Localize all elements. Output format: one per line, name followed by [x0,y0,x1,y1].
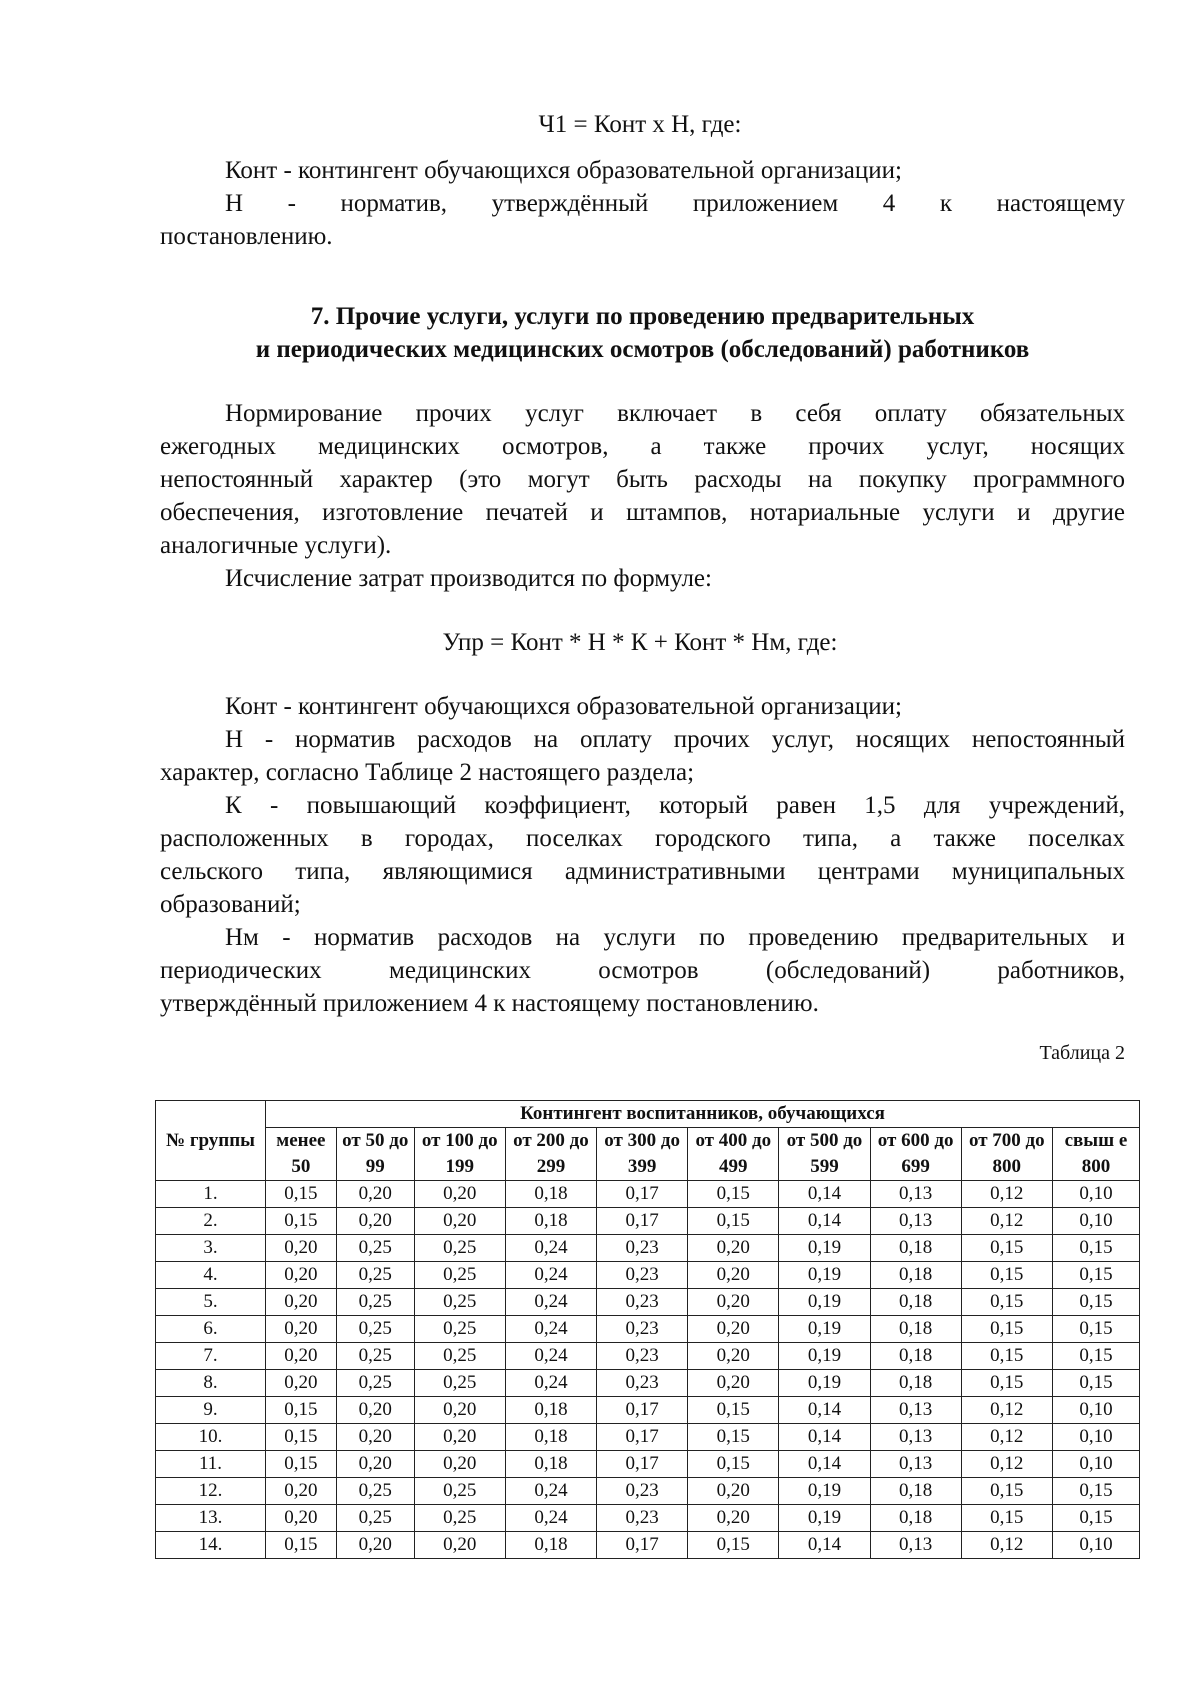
column-header: от 100 до 199 [414,1128,505,1181]
table-cell: 0,12 [961,1424,1052,1451]
norms-table [155,1100,1140,1559]
table-cell: 0,14 [779,1451,870,1478]
row-group-number: 3. [156,1235,266,1262]
paragraph-kont-2: Конт - контингент обучающихся образовательной организации; [225,693,902,720]
table-cell: 0,14 [779,1181,870,1208]
paragraph-h-line2: характер, согласно Таблице 2 настоящего раздела; [160,759,695,786]
table-cell: 0,15 [961,1370,1052,1397]
row-group-number: 6. [156,1316,266,1343]
table-cell: 0,24 [505,1505,596,1532]
table-cell: 0,17 [597,1208,688,1235]
table-cell: 0,20 [414,1181,505,1208]
row-group-number: 7. [156,1343,266,1370]
table-cell: 0,19 [779,1343,870,1370]
paragraph-nm-line1: Нм - норматив расходов на услуги по проведению предварительных и [225,924,1125,951]
paragraph-calc: Исчисление затрат производится по формуле: [225,565,712,592]
table-cell: 0,18 [870,1370,961,1397]
table-cell: 0,25 [414,1262,505,1289]
table-cell: 0,20 [688,1370,779,1397]
table-cell: 0,12 [961,1397,1052,1424]
table-cell: 0,25 [414,1235,505,1262]
column-header: менее 50 [266,1128,337,1181]
table-cell: 0,17 [597,1397,688,1424]
table-cell: 0,18 [870,1262,961,1289]
table-cell: 0,15 [1052,1289,1139,1316]
table-row [156,1532,1140,1559]
table-cell: 0,23 [597,1316,688,1343]
paragraph-norm-line2: ежегодных медицинских осмотров, а также прочих услуг, носящих [160,433,1125,460]
table-cell: 0,20 [688,1343,779,1370]
table-row [156,1397,1140,1424]
table-row [156,1424,1140,1451]
table-cell: 0,18 [505,1424,596,1451]
table-cell: 0,15 [961,1262,1052,1289]
table-cell: 0,12 [961,1451,1052,1478]
table-cell: 0,20 [688,1289,779,1316]
table-cell: 0,25 [414,1370,505,1397]
table-cell: 0,15 [266,1451,337,1478]
table-cell: 0,18 [505,1532,596,1559]
paragraph-norm-line1: Нормирование прочих услуг включает в себя оплату обязательных [225,400,1125,427]
table-cell: 0,18 [870,1235,961,1262]
table-cell: 0,25 [336,1343,414,1370]
table-cell: 0,19 [779,1289,870,1316]
table-cell: 0,10 [1052,1424,1139,1451]
column-header: от 600 до 699 [870,1128,961,1181]
section-heading-line1: 7. Прочие услуги, услуги по проведению предварительных [310,303,975,330]
table-cell: 0,20 [414,1424,505,1451]
table-cell: 0,18 [870,1505,961,1532]
paragraph-h-line1: Н - норматив расходов на оплату прочих услуг, носящих непостоянный [225,726,1125,753]
table-cell: 0,20 [266,1289,337,1316]
table-cell: 0,25 [414,1343,505,1370]
table-cell: 0,20 [336,1424,414,1451]
paragraph-nm-line2: периодических медицинских осмотров (обследований) работников, [160,957,1125,984]
table-cell: 0,13 [870,1424,961,1451]
table-cell: 0,10 [1052,1181,1139,1208]
table-cell: 0,20 [266,1235,337,1262]
table-cell: 0,19 [779,1262,870,1289]
table-cell: 0,15 [1052,1316,1139,1343]
paragraph-n-line2: постановлению. [160,223,333,250]
table-cell: 0,18 [505,1451,596,1478]
table-cell: 0,19 [779,1370,870,1397]
table-cell: 0,15 [961,1343,1052,1370]
table-cell: 0,18 [505,1397,596,1424]
table-cell: 0,20 [688,1478,779,1505]
table-cell: 0,15 [688,1424,779,1451]
table-cell: 0,13 [870,1208,961,1235]
row-group-number: 10. [156,1424,266,1451]
table-cell: 0,10 [1052,1397,1139,1424]
table-cell: 0,19 [779,1235,870,1262]
table-cell: 0,20 [688,1262,779,1289]
header-contingent: Контингент воспитанников, обучающихся [266,1101,1140,1128]
table-cell: 0,25 [336,1262,414,1289]
table-row [156,1316,1140,1343]
table-cell: 0,24 [505,1289,596,1316]
table-cell: 0,20 [266,1262,337,1289]
table-cell: 0,18 [870,1316,961,1343]
table-cell: 0,17 [597,1532,688,1559]
table-cell: 0,20 [266,1478,337,1505]
paragraph-k-line2: расположенных в городах, поселках городского типа, а также поселках [160,825,1125,852]
table-cell: 0,24 [505,1316,596,1343]
table-cell: 0,20 [336,1181,414,1208]
table-row [156,1289,1140,1316]
table-cell: 0,20 [688,1316,779,1343]
table-cell: 0,23 [597,1289,688,1316]
paragraph-k-line3: сельского типа, являющимися административными центрами муниципальных [160,858,1125,885]
table-cell: 0,20 [336,1397,414,1424]
table-cell: 0,15 [688,1532,779,1559]
table-cell: 0,25 [336,1289,414,1316]
table-cell: 0,15 [688,1451,779,1478]
row-group-number: 13. [156,1505,266,1532]
table-cell: 0,18 [505,1181,596,1208]
table-row [156,1451,1140,1478]
table-cell: 0,15 [1052,1343,1139,1370]
table-cell: 0,15 [1052,1235,1139,1262]
table-cell: 0,15 [266,1397,337,1424]
table-cell: 0,10 [1052,1208,1139,1235]
table-cell: 0,15 [1052,1370,1139,1397]
table-cell: 0,20 [266,1316,337,1343]
table-cell: 0,17 [597,1424,688,1451]
table-cell: 0,25 [414,1316,505,1343]
table-cell: 0,23 [597,1505,688,1532]
table-cell: 0,25 [336,1505,414,1532]
column-header: от 700 до 800 [961,1128,1052,1181]
table-cell: 0,20 [336,1532,414,1559]
table-cell: 0,25 [336,1235,414,1262]
table-cell: 0,15 [1052,1505,1139,1532]
column-header: от 50 до 99 [336,1128,414,1181]
table-cell: 0,18 [505,1208,596,1235]
table-cell: 0,24 [505,1235,596,1262]
paragraph-n-line1: Н - норматив, утверждённый приложением 4 к настоящему [225,190,1125,217]
row-group-number: 12. [156,1478,266,1505]
table-cell: 0,25 [414,1289,505,1316]
table-row [156,1370,1140,1397]
table-cell: 0,23 [597,1370,688,1397]
table-row [156,1505,1140,1532]
table-cell: 0,18 [870,1343,961,1370]
table-header-row-2 [156,1128,1140,1181]
formula-ch1: Ч1 = Конт х Н, где: [538,111,742,138]
table-row [156,1181,1140,1208]
table-cell: 0,15 [1052,1262,1139,1289]
section-heading-line2: и периодических медицинских осмотров (обследований) работников [255,336,1030,363]
table-cell: 0,20 [688,1505,779,1532]
table-cell: 0,24 [505,1478,596,1505]
row-group-number: 9. [156,1397,266,1424]
row-group-number: 5. [156,1289,266,1316]
table-cell: 0,15 [266,1181,337,1208]
table-cell: 0,20 [414,1451,505,1478]
table-cell: 0,10 [1052,1532,1139,1559]
row-group-number: 8. [156,1370,266,1397]
column-header: от 200 до 299 [505,1128,596,1181]
table-cell: 0,13 [870,1397,961,1424]
table-cell: 0,24 [505,1343,596,1370]
table-cell: 0,14 [779,1397,870,1424]
table-cell: 0,19 [779,1316,870,1343]
row-group-number: 11. [156,1451,266,1478]
table-cell: 0,20 [414,1532,505,1559]
table-cell: 0,15 [266,1532,337,1559]
table-cell: 0,18 [870,1478,961,1505]
table-row [156,1208,1140,1235]
table-cell: 0,23 [597,1235,688,1262]
table-cell: 0,25 [414,1505,505,1532]
table-cell: 0,12 [961,1532,1052,1559]
table-cell: 0,15 [688,1208,779,1235]
table-cell: 0,13 [870,1181,961,1208]
table-cell: 0,24 [505,1262,596,1289]
table-cell: 0,10 [1052,1451,1139,1478]
column-header: свыш е 800 [1052,1128,1139,1181]
table-cell: 0,15 [961,1505,1052,1532]
paragraph-norm-line5: аналогичные услуги). [160,532,392,559]
table-cell: 0,23 [597,1343,688,1370]
column-header: от 300 до 399 [597,1128,688,1181]
paragraph-norm-line3: непостоянный характер (это могут быть расходы на покупку программного [160,466,1125,493]
table-cell: 0,15 [961,1316,1052,1343]
table-caption: Таблица 2 [1039,1042,1125,1064]
table-cell: 0,20 [414,1397,505,1424]
table-cell: 0,13 [870,1532,961,1559]
table-row [156,1343,1140,1370]
column-header: от 400 до 499 [688,1128,779,1181]
table-cell: 0,15 [1052,1478,1139,1505]
table-header-row-1 [156,1101,1140,1128]
table-cell: 0,14 [779,1208,870,1235]
table-cell: 0,14 [779,1424,870,1451]
table-body [156,1181,1140,1559]
row-group-number: 14. [156,1532,266,1559]
table-cell: 0,20 [688,1235,779,1262]
table-cell: 0,14 [779,1532,870,1559]
table-row [156,1235,1140,1262]
table-cell: 0,19 [779,1505,870,1532]
table-row [156,1478,1140,1505]
table-cell: 0,23 [597,1478,688,1505]
row-group-number: 2. [156,1208,266,1235]
table-cell: 0,17 [597,1181,688,1208]
paragraph-norm-line4: обеспечения, изготовление печатей и штампов, нотариальные услуги и другие [160,499,1125,526]
table-cell: 0,25 [336,1478,414,1505]
table-cell: 0,15 [961,1235,1052,1262]
table-cell: 0,20 [266,1370,337,1397]
table-cell: 0,20 [336,1451,414,1478]
row-group-number: 1. [156,1181,266,1208]
table-cell: 0,15 [688,1181,779,1208]
table-cell: 0,20 [266,1343,337,1370]
table-cell: 0,20 [414,1208,505,1235]
table-cell: 0,17 [597,1451,688,1478]
table-cell: 0,25 [336,1316,414,1343]
paragraph-k-line4: образований; [160,891,301,918]
paragraph-k-line1: К - повышающий коэффициент, который равен 1,5 для учреждений, [225,792,1125,819]
table-cell: 0,12 [961,1181,1052,1208]
table-cell: 0,23 [597,1262,688,1289]
table-cell: 0,15 [961,1478,1052,1505]
table-cell: 0,25 [336,1370,414,1397]
table-cell: 0,15 [266,1208,337,1235]
table-cell: 0,25 [414,1478,505,1505]
table-cell: 0,15 [688,1397,779,1424]
header-group-number: № группы [156,1101,266,1181]
column-header: от 500 до 599 [779,1128,870,1181]
formula-upr: Упр = Конт * Н * К + Конт * Нм, где: [442,629,838,656]
table-cell: 0,15 [266,1424,337,1451]
paragraph-kont-1: Конт - контингент обучающихся образовательной организации; [225,157,902,184]
table-cell: 0,24 [505,1370,596,1397]
table-cell: 0,13 [870,1451,961,1478]
table-cell: 0,20 [266,1505,337,1532]
table-cell: 0,20 [336,1208,414,1235]
paragraph-nm-line3: утверждённый приложением 4 к настоящему постановлению. [160,990,819,1017]
table-row [156,1262,1140,1289]
table-cell: 0,12 [961,1208,1052,1235]
table-cell: 0,15 [961,1289,1052,1316]
table-cell: 0,18 [870,1289,961,1316]
table-cell: 0,19 [779,1478,870,1505]
row-group-number: 4. [156,1262,266,1289]
